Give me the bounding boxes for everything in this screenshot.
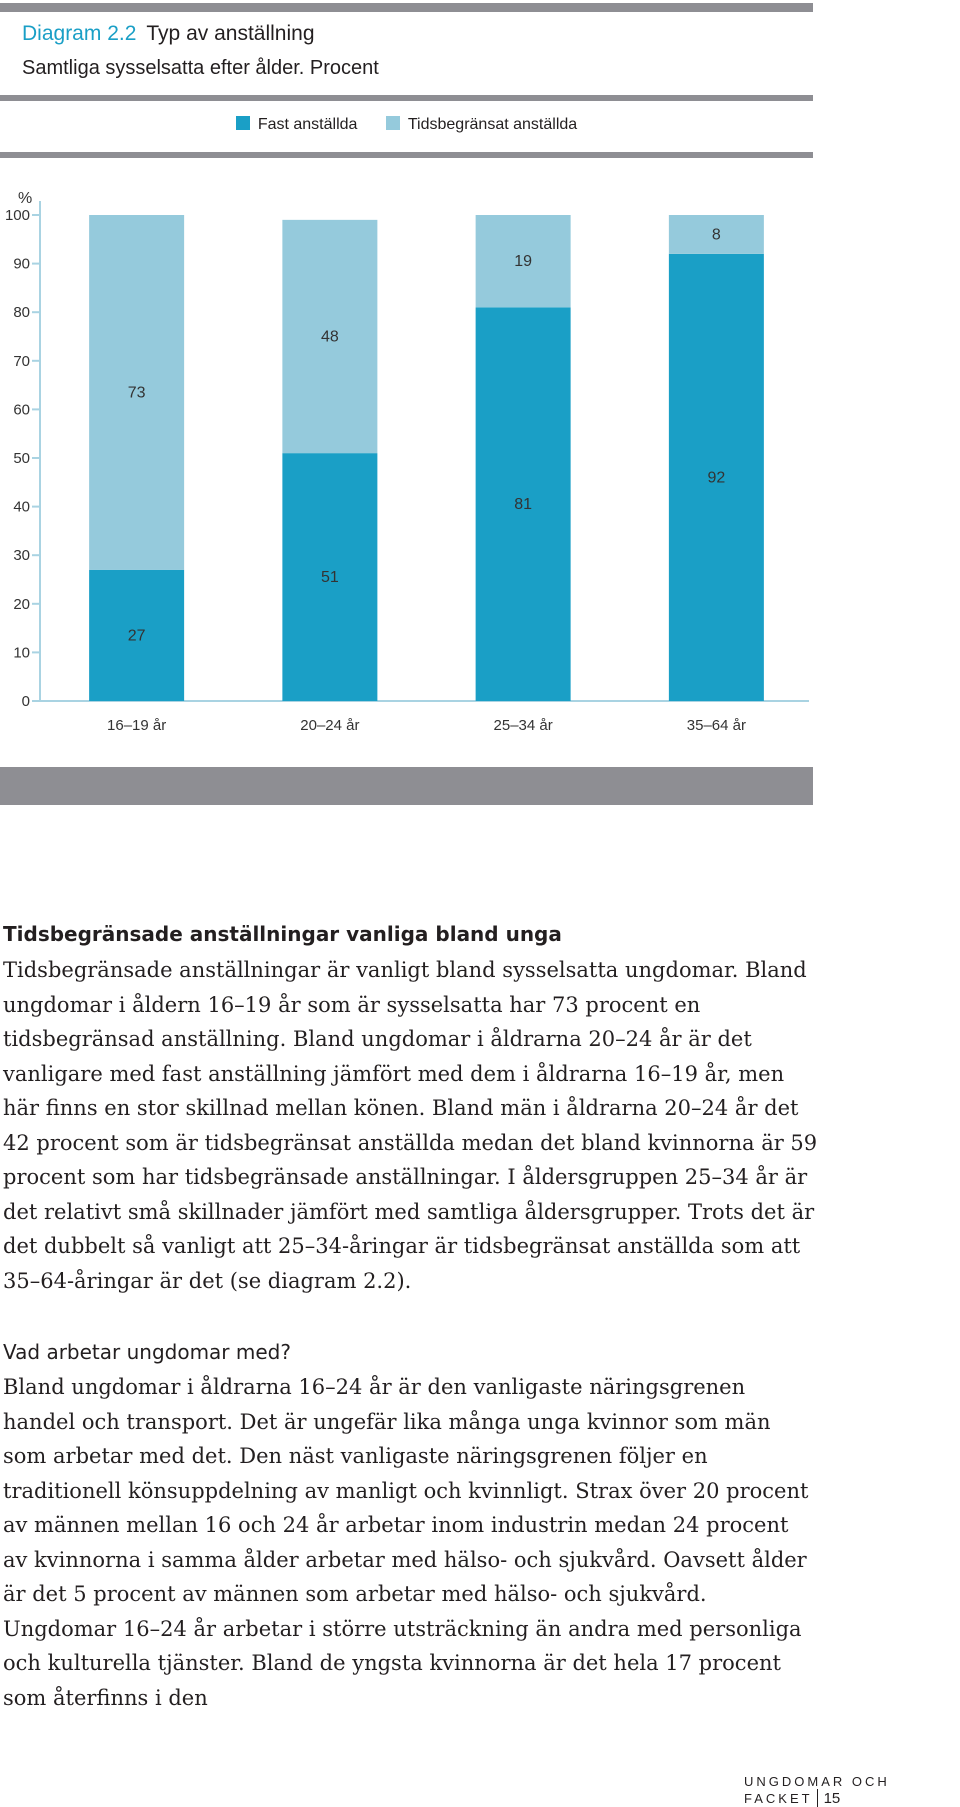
legend-label-fast: Fast anställda [257, 116, 358, 133]
y-tick-label: 0 [21, 693, 30, 710]
x-tick-label: 35–64 år [686, 717, 746, 734]
y-tick-label: 30 [13, 547, 30, 565]
data-label: 19 [514, 253, 533, 271]
y-tick-label: 100 [4, 207, 30, 224]
legend-swatch-tids [386, 116, 400, 130]
y-tick-label: 40 [13, 498, 30, 516]
data-label: 27 [127, 627, 146, 645]
running-title: UNGDOMAR OCH FACKET [744, 1774, 890, 1806]
footer-separator [817, 1789, 818, 1807]
data-label: 48 [320, 328, 339, 346]
diagram-title: Typ av anställning [146, 22, 315, 45]
top-rule [0, 3, 813, 12]
section-paragraph: Bland ungdomar i åldrarna 16–24 år är den vanligaste näringsgrenen handel och transport. Det är ungefär lika många unga kvinnor som män som arbetar med det. Den näst vanligaste näringsgrenen följer en traditionell könsuppdelning av manligt och kvinnligt. Strax över 20 procent av männen mellan 16 och 24 år arbetar inom industrin medan 24 procent av kvinnorna i samma ålder arbetar med hälso- och sjukvård. Oavsett ålder är det 5 procent av männen som arbetar med hälso- och sjukvård. Ungdomar 16–24 år arbetar i större utsträckning än andra med personliga och kulturella tjänster. Bland de yngsta kvinnorna är det hela 17 procent som återfinns i den [3, 1375, 809, 1710]
data-label: 92 [707, 469, 726, 487]
y-tick-label: 20 [13, 595, 30, 613]
data-label: 73 [127, 384, 146, 402]
data-label: 51 [320, 569, 339, 587]
y-axis-unit-label: % [18, 190, 33, 207]
data-label: 81 [514, 496, 533, 514]
section-heading: Vad arbetar ungdomar med? [3, 1340, 291, 1364]
chart-legend [0, 116, 813, 134]
diagram-heading [22, 22, 315, 46]
y-tick-label: 70 [13, 352, 30, 370]
page-footer [744, 1774, 960, 1807]
data-label: 8 [711, 226, 721, 244]
legend-item-fast [236, 116, 358, 134]
diagram-subtitle: Samtliga sysselsatta efter ålder. Procent [22, 57, 379, 79]
y-tick-label: 10 [13, 644, 30, 662]
diagram-number: Diagram 2.2 [22, 22, 137, 45]
page-number: 15 [823, 1790, 841, 1807]
x-tick-label: 25–34 år [493, 717, 553, 734]
section-paragraph: Tidsbegränsade anställningar är vanligt bland sysselsatta ungdomar. Bland ungdomar i åldern 16–19 år som är sysselsatta har 73 procent en tidsbegränsad anställning. Bland ungdomar i åldrarna 20–24 år är det vanligare med fast anställning jämfört med dem i åldrarna 16–19 år, men här finns en stor skillnad mellan könen. Bland män i åldrarna 20–24 år det 42 procent som är tidsbegränsat anställda medan det bland kvinnorna är 59 procent som har tidsbegränsade anställningar. I åldersgruppen 25–34 år är det relativt små skillnader jämfört med samtliga åldersgrupper. Trots det är det dubbelt så vanligt att 25–34-åringar är tidsbegränsat anställda som att 35–64-åringar är det (se diagram 2.2). [3, 958, 818, 1293]
legend-label-tids: Tidsbegränsat anställda [407, 116, 578, 133]
x-tick-label: 20–24 år [300, 717, 360, 734]
divider-rule [0, 152, 813, 158]
stacked-bar-chart [0, 185, 813, 745]
section-heading: Tidsbegränsade anställningar vanliga bland unga [3, 922, 562, 946]
y-tick-label: 90 [13, 255, 30, 273]
legend-item-tids [386, 116, 577, 134]
bottom-rule [0, 767, 813, 805]
y-tick-label: 50 [13, 450, 30, 467]
divider-rule [0, 95, 813, 101]
legend-swatch-fast [236, 116, 250, 130]
y-tick-label: 80 [13, 304, 30, 322]
y-tick-label: 60 [13, 401, 30, 419]
x-tick-label: 16–19 år [107, 717, 167, 734]
